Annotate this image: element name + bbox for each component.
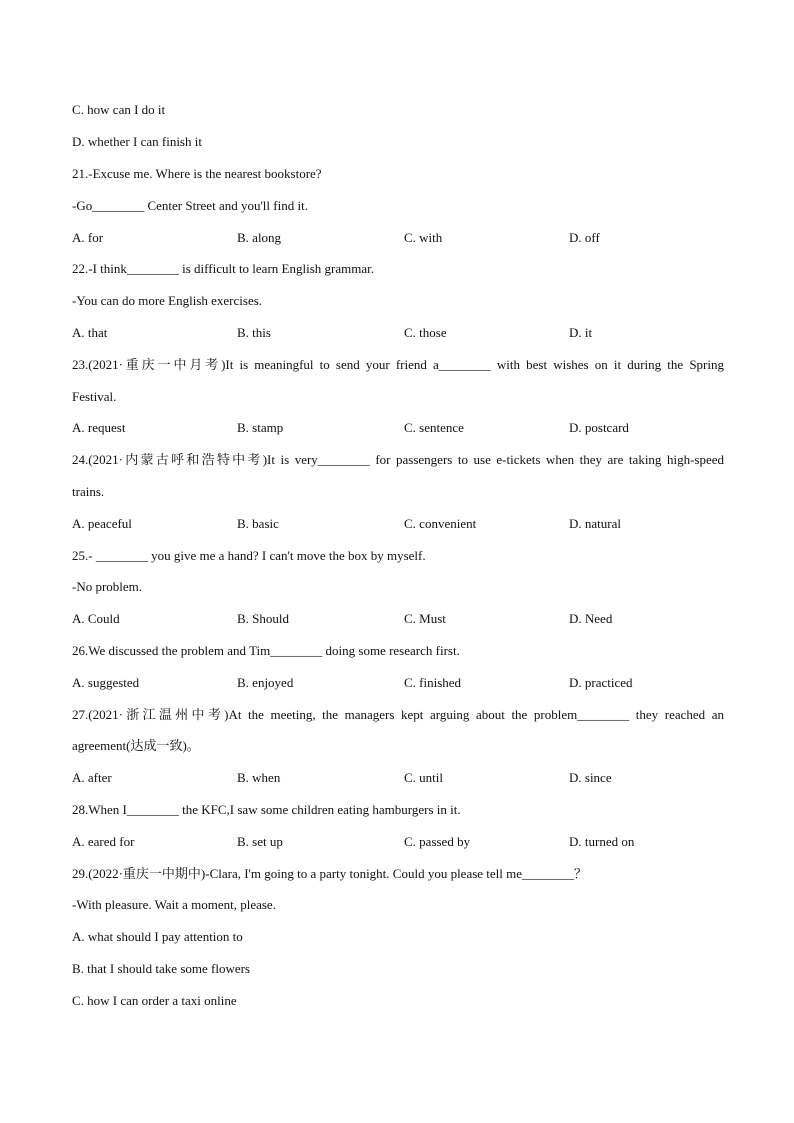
question-24: 24.(2021·内蒙古呼和浩特中考)It is very________ for passengers to use e-tickets when they are taking high-speed bbox=[72, 452, 724, 467]
question-22: 22.-I think________ is difficult to learn English grammar. bbox=[72, 261, 374, 276]
question-29: 29.(2022·重庆一中期中)-Clara, I'm going to a party tonight. Could you please tell me________？ bbox=[72, 866, 588, 881]
option-c: C. those bbox=[404, 325, 447, 340]
option-b: B. Should bbox=[237, 611, 290, 626]
question-21-dialogue: -Go________ Center Street and you'll find it. bbox=[72, 198, 308, 213]
option-c: C. passed by bbox=[404, 834, 471, 849]
option-a: A. eared for bbox=[72, 834, 135, 849]
option-a: A. peaceful bbox=[72, 516, 132, 531]
option-a: A. Could bbox=[72, 611, 120, 626]
option-b: B. set up bbox=[237, 834, 283, 849]
option-c: C. sentence bbox=[404, 420, 464, 435]
question-26: 26.We discussed the problem and Tim________ doing some research first. bbox=[72, 643, 460, 658]
question-23-continued: Festival. bbox=[72, 389, 117, 404]
option-a: A. request bbox=[72, 420, 126, 435]
question-29-dialogue: -With pleasure. Wait a moment, please. bbox=[72, 897, 276, 912]
question-25-dialogue: -No problem. bbox=[72, 579, 143, 594]
option-d: D. practiced bbox=[569, 675, 633, 690]
question-25: 25.- ________ you give me a hand? I can't move the box by myself. bbox=[72, 548, 426, 563]
option-c: C. how I can order a taxi online bbox=[72, 993, 237, 1008]
option-b: B. basic bbox=[237, 516, 279, 531]
option-b: B. stamp bbox=[237, 420, 284, 435]
question-21: 21.-Excuse me. Where is the nearest bookstore? bbox=[72, 166, 322, 181]
question-22-dialogue: -You can do more English exercises. bbox=[72, 293, 263, 308]
option-line: C. how can I do it bbox=[72, 102, 166, 117]
question-28: 28.When I________ the KFC,I saw some children eating hamburgers in it. bbox=[72, 802, 461, 817]
options-26 bbox=[72, 674, 724, 692]
option-c: C. until bbox=[404, 770, 444, 785]
option-a: A. for bbox=[72, 230, 104, 245]
options-27 bbox=[72, 769, 724, 787]
option-d: D. Need bbox=[569, 611, 613, 626]
option-c: C. finished bbox=[404, 675, 462, 690]
option-c: C. with bbox=[404, 230, 443, 245]
question-23: 23.(2021·重庆一中月考)It is meaningful to send your friend a________ with best wishes on it during the Spring bbox=[72, 357, 724, 372]
option-c: C. convenient bbox=[404, 516, 477, 531]
options-25 bbox=[72, 610, 724, 628]
option-b: B. that I should take some flowers bbox=[72, 961, 250, 976]
option-b: B. this bbox=[237, 325, 271, 340]
option-d: D. postcard bbox=[569, 420, 629, 435]
option-b: B. enjoyed bbox=[237, 675, 294, 690]
option-d: D. since bbox=[569, 770, 612, 785]
option-a: A. suggested bbox=[72, 675, 140, 690]
question-24-continued: trains. bbox=[72, 484, 105, 499]
option-b: B. along bbox=[237, 230, 282, 245]
option-b: B. when bbox=[237, 770, 281, 785]
question-27-continued: agreement(达成一致)。 bbox=[72, 738, 200, 753]
option-a: A. that bbox=[72, 325, 108, 340]
option-d: D. turned on bbox=[569, 834, 635, 849]
options-24 bbox=[72, 515, 724, 533]
question-27: 27.(2021·浙江温州中考)At the meeting, the managers kept arguing about the problem________ they reached an bbox=[72, 707, 724, 722]
option-a: A. what should I pay attention to bbox=[72, 929, 243, 944]
options-21 bbox=[72, 229, 724, 247]
option-d: D. it bbox=[569, 325, 593, 340]
option-c: C. Must bbox=[404, 611, 446, 626]
option-line: D. whether I can finish it bbox=[72, 134, 202, 149]
option-d: D. natural bbox=[569, 516, 621, 531]
options-22 bbox=[72, 324, 724, 342]
option-a: A. after bbox=[72, 770, 112, 785]
option-d: D. off bbox=[569, 230, 600, 245]
options-28 bbox=[72, 833, 724, 851]
options-23 bbox=[72, 419, 724, 437]
